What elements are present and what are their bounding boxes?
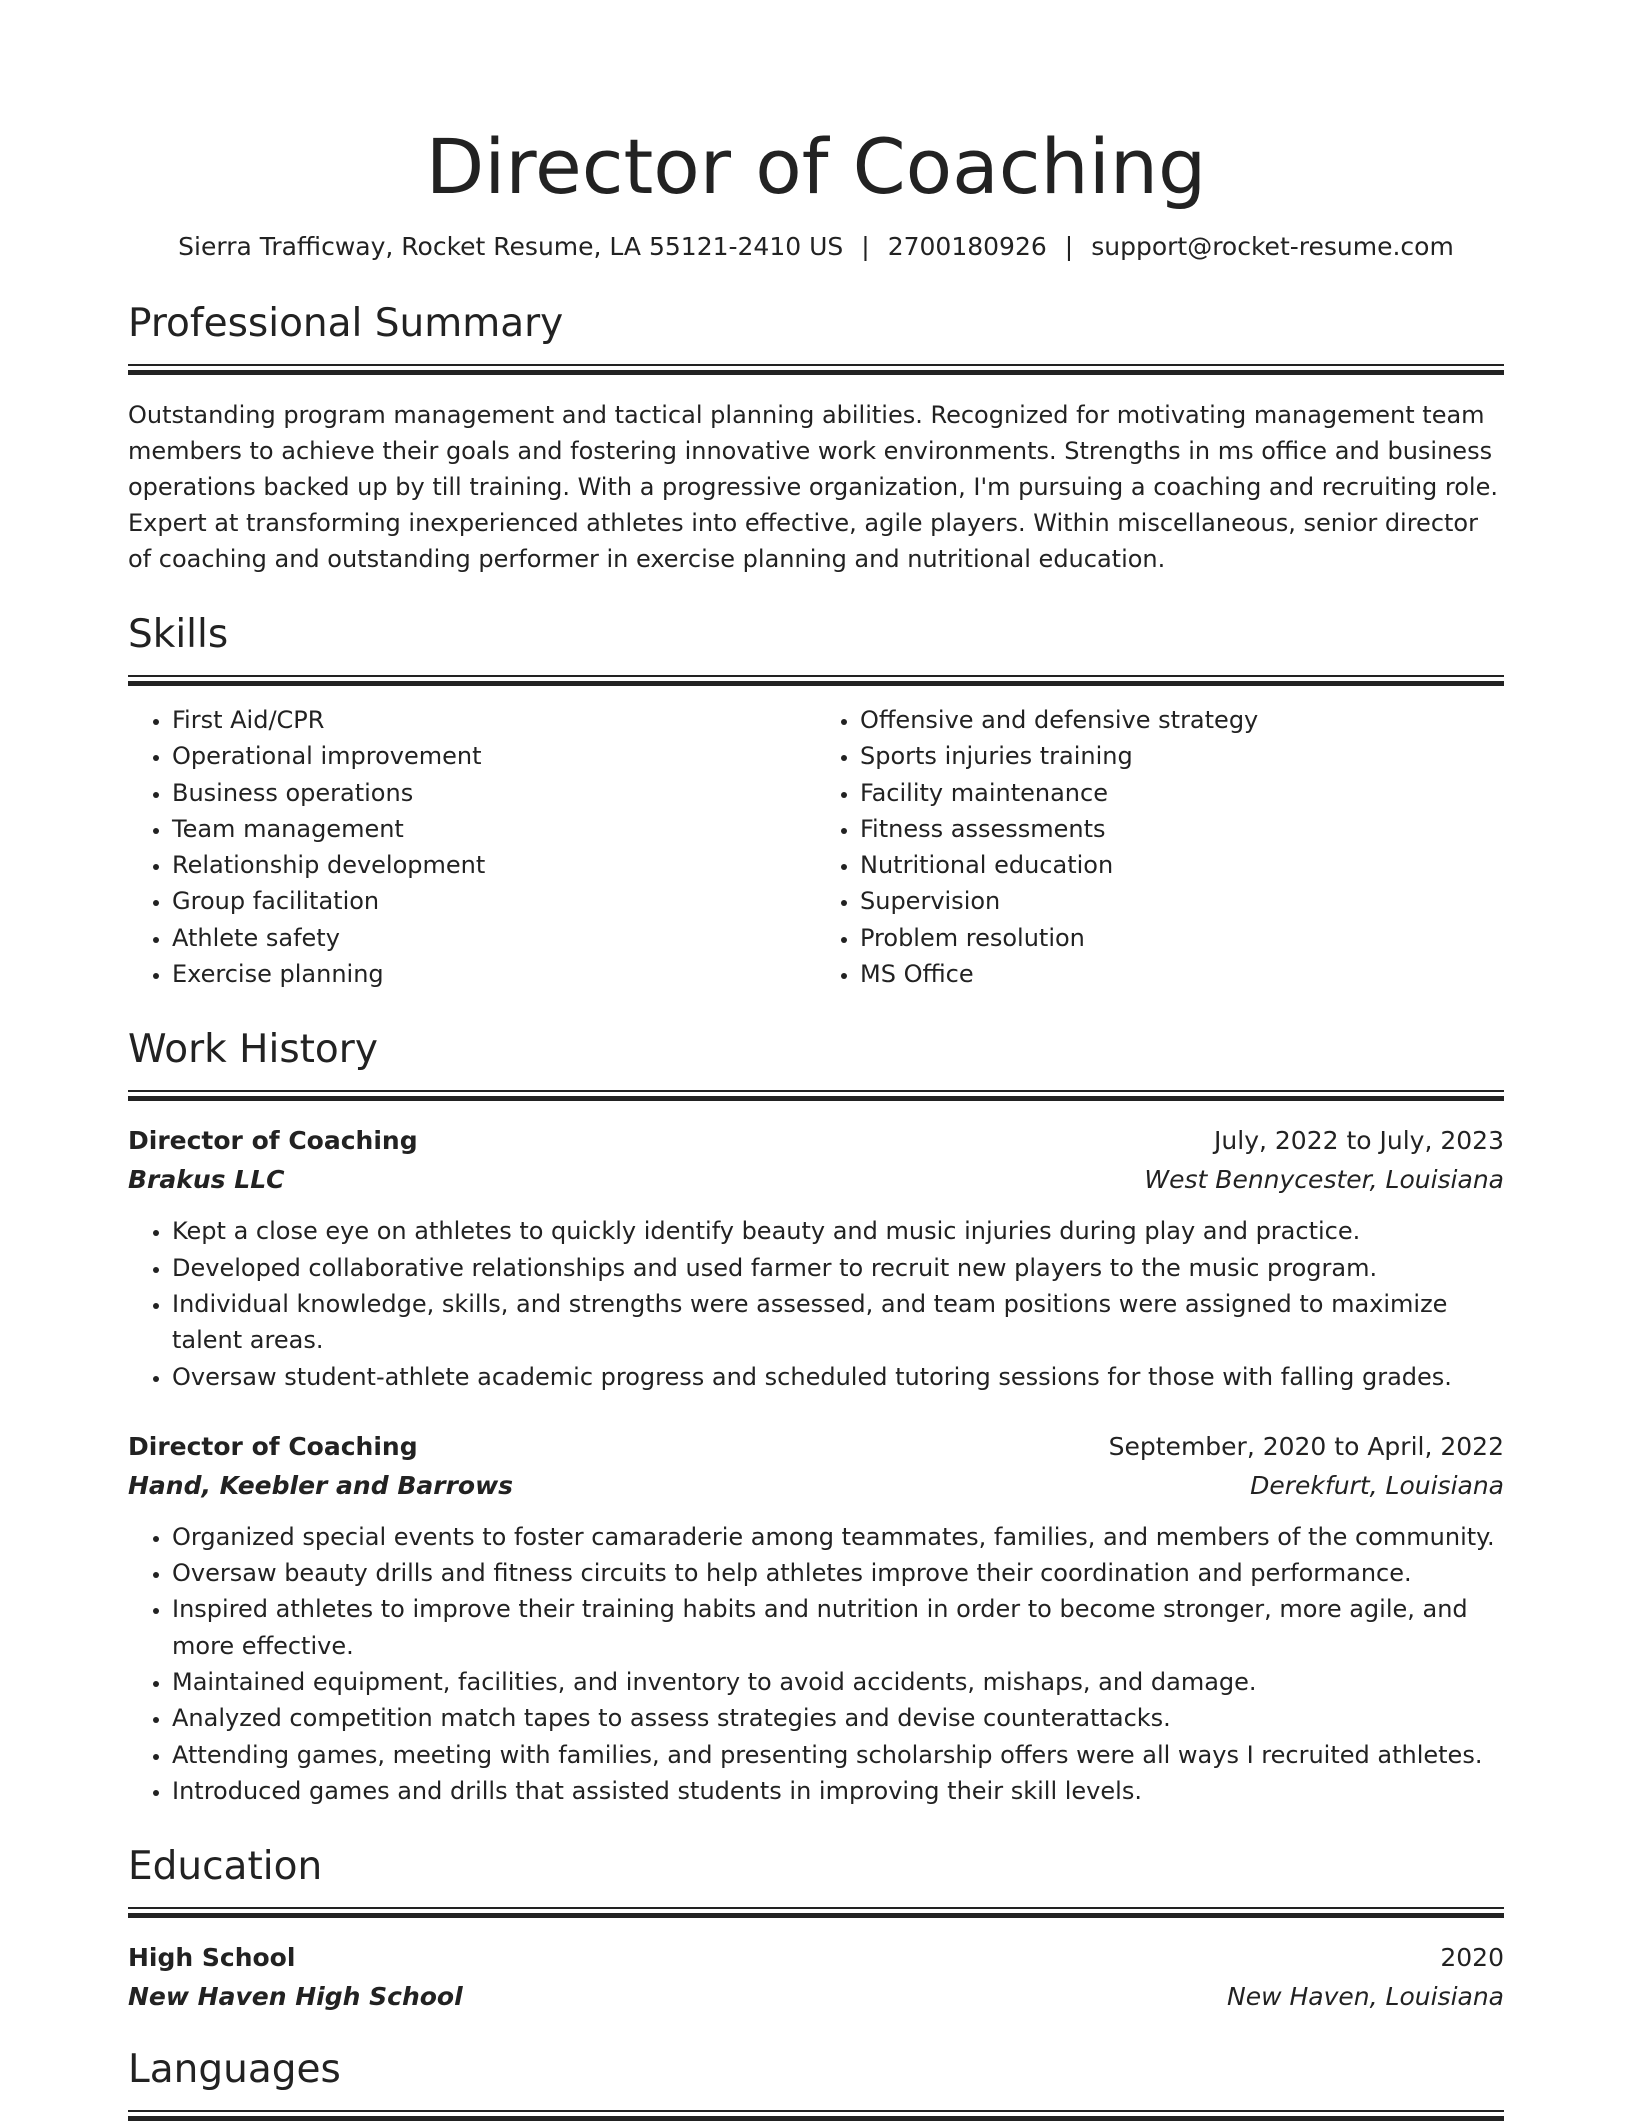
job-bullet: • Analyzed competition match tapes to assess strategies and devise counterattacks.: [172, 1700, 1504, 1736]
job-company: Brakus LLC: [128, 1165, 285, 1195]
resume-title: Director of Coaching: [425, 122, 1207, 211]
contact-line: [128, 232, 1504, 262]
job-bullet: • Developed collaborative relationships and used farmer to recruit new players to the music program.: [172, 1250, 1504, 1286]
skill-item: • Offensive and defensive strategy: [860, 702, 1504, 738]
skills-list-right: [816, 702, 1504, 992]
job-bullets: [128, 1519, 1504, 1809]
job-header-row: [128, 1121, 1504, 1160]
job-location: West Bennycester, Louisiana: [1144, 1165, 1504, 1195]
education-school-row: [128, 1977, 1504, 2016]
job-bullet: • Individual knowledge, skills, and strengths were assessed, and team positions were assigned to maximize talent areas.: [172, 1286, 1504, 1359]
job-company-row: [128, 1466, 1504, 1505]
skill-item: • Nutritional education: [860, 847, 1504, 883]
contact-address: Sierra Trafficway, Rocket Resume, LA 55121-2410 US: [178, 232, 844, 261]
skill-item: • Group facilitation: [172, 883, 816, 919]
skill-item: • Operational improvement: [172, 738, 816, 774]
contact-separator: |: [1064, 232, 1074, 261]
skills-section: [128, 611, 1504, 992]
section-heading-skills: Skills: [128, 612, 229, 657]
contact-phone: 2700180926: [887, 232, 1047, 261]
job-company-row: [128, 1160, 1504, 1199]
skill-item: • Athlete safety: [172, 920, 816, 956]
education-degree: High School: [128, 1943, 296, 1973]
job-bullet: • Kept a close eye on athletes to quickly identify beauty and music injuries during play and practice.: [172, 1213, 1504, 1249]
skill-item: • Problem resolution: [860, 920, 1504, 956]
contact-separator: |: [861, 232, 870, 261]
job-bullet: • Organized special events to foster camaraderie among teammates, families, and members of the community.: [172, 1519, 1504, 1555]
education-location: New Haven, Louisiana: [1227, 1982, 1504, 2012]
job-entry: [128, 1427, 1504, 1809]
job-entry: [128, 1121, 1504, 1394]
job-header-row: [128, 1427, 1504, 1466]
job-bullets: [128, 1213, 1504, 1394]
summary-text: Outstanding program management and tactical planning abilities. Recognized for motivating management team members to achieve their goals and fostering innovative work environments. Strengths in ms office and business operations backed up by till training. With a progressive organization, I'm pursuing a coaching and recruiting role. Expert at transforming inexperienced athletes into effective, agile players. Within miscellaneous, senior director of coaching and outstanding performer in exercise planning and nutritional education.: [128, 401, 1498, 573]
education-header-row: [128, 1938, 1504, 1977]
section-heading-languages: Languages: [128, 2047, 341, 2093]
summary-section: [128, 300, 1504, 577]
job-bullet: • Maintained equipment, facilities, and inventory to avoid accidents, mishaps, and damage.: [172, 1664, 1504, 1700]
job-bullet: • Inspired athletes to improve their training habits and nutrition in order to become stronger, more agile, and more effective.: [172, 1591, 1504, 1664]
job-dates: July, 2022 to July, 2023: [1214, 1126, 1504, 1156]
skill-item: • Sports injuries training: [860, 738, 1504, 774]
skills-columns: [128, 702, 1504, 992]
skill-item: • First Aid/CPR: [172, 702, 816, 738]
contact-email[interactable]: support@rocket-resume.com: [1091, 232, 1454, 261]
job-company: Hand, Keebler and Barrows: [128, 1470, 514, 1500]
skill-item: • Facility maintenance: [860, 775, 1504, 811]
skill-item: • Supervision: [860, 883, 1504, 919]
job-bullet: • Oversaw student-athlete academic progress and scheduled tutoring sessions for those with falling grades.: [172, 1359, 1504, 1395]
education-school: New Haven High School: [128, 1982, 463, 2012]
languages-section: [128, 2046, 1504, 2121]
job-location: Derekfurt, Louisiana: [1250, 1470, 1504, 1500]
section-divider: [128, 675, 1504, 686]
skill-item: • Fitness assessments: [860, 811, 1504, 847]
skills-list-left: [128, 702, 816, 992]
skill-item: • Exercise planning: [172, 956, 816, 992]
education-year: 2020: [1440, 1943, 1504, 1973]
section-divider: [128, 1090, 1504, 1101]
skill-item: • Business operations: [172, 775, 816, 811]
job-bullet: • Oversaw beauty drills and fitness circuits to help athletes improve their coordination and performance.: [172, 1555, 1504, 1591]
section-heading-education: Education: [128, 1844, 323, 1890]
skill-item: • MS Office: [860, 956, 1504, 992]
job-title: Director of Coaching: [128, 1431, 418, 1461]
education-entry: [128, 1938, 1504, 2016]
skill-item: • Team management: [172, 811, 816, 847]
skill-item: • Relationship development: [172, 847, 816, 883]
education-section: [128, 1843, 1504, 2016]
job-bullet: • Introduced games and drills that assisted students in improving their skill levels.: [172, 1773, 1504, 1809]
section-divider: [128, 364, 1504, 375]
job-dates: September, 2020 to April, 2022: [1108, 1431, 1504, 1461]
section-divider: [128, 1907, 1504, 1918]
work-history-section: [128, 1026, 1504, 1809]
job-bullet: • Attending games, meeting with families, and presenting scholarship offers were all ways I recruited athletes.: [172, 1737, 1504, 1773]
section-heading-work-history: Work History: [128, 1027, 378, 1073]
job-title: Director of Coaching: [128, 1126, 418, 1156]
section-heading-summary: Professional Summary: [128, 301, 564, 346]
